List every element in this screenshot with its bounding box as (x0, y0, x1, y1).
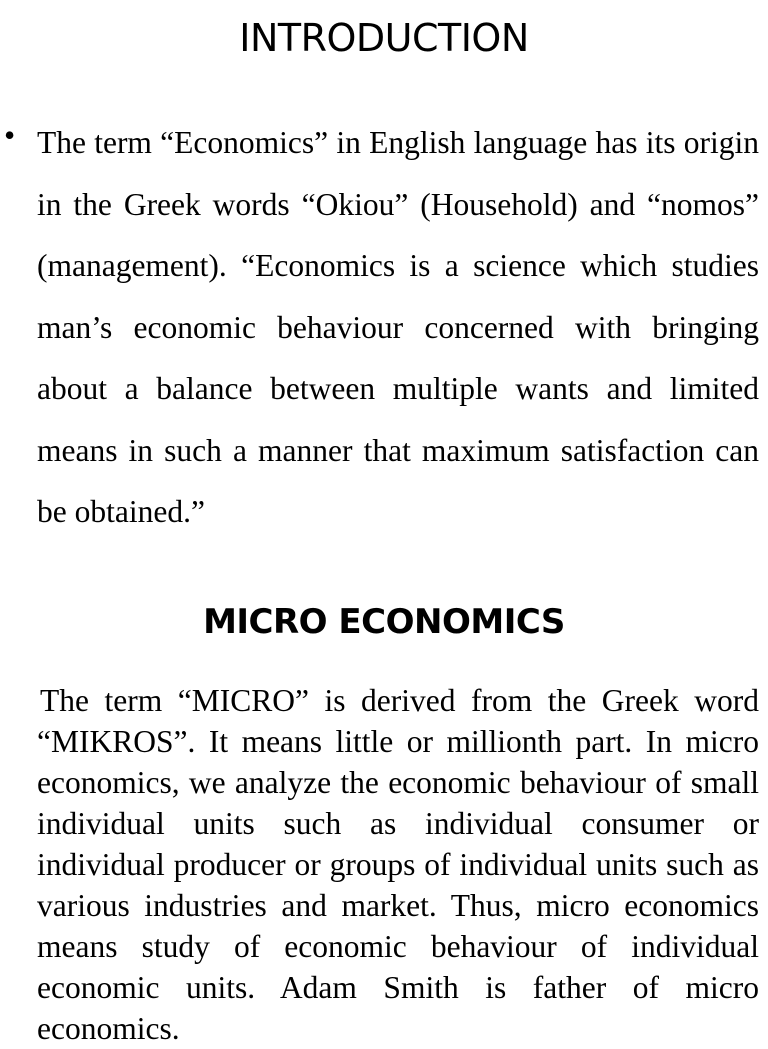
micro-economics-paragraph: The term “MICRO” is derived from the Greek word “MIKROS”. It means little or millionth part. In micro economics, we analyze the economic behaviour of small individual units such as individual consumer or individual producer or groups of individual units such as various industries and market. Thus, micro economics means study of economic behaviour of individual economic units. Adam Smith is father of micro economics. (37, 683, 759, 1046)
bullet-point: • (4, 117, 16, 153)
micro-economics-heading: MICRO ECONOMICS (203, 602, 565, 642)
introduction-paragraph: The term “Economics” in English language has its origin in the Greek words “Okiou” (Household) and “nomos” (management). “Economics is a science which studies man’s economic behaviour concerned with bringing about a balance between multiple wants and limited means in such a manner that maximum satisfaction can be obtained.” (37, 125, 759, 529)
introduction-heading: INTRODUCTION (239, 16, 529, 60)
